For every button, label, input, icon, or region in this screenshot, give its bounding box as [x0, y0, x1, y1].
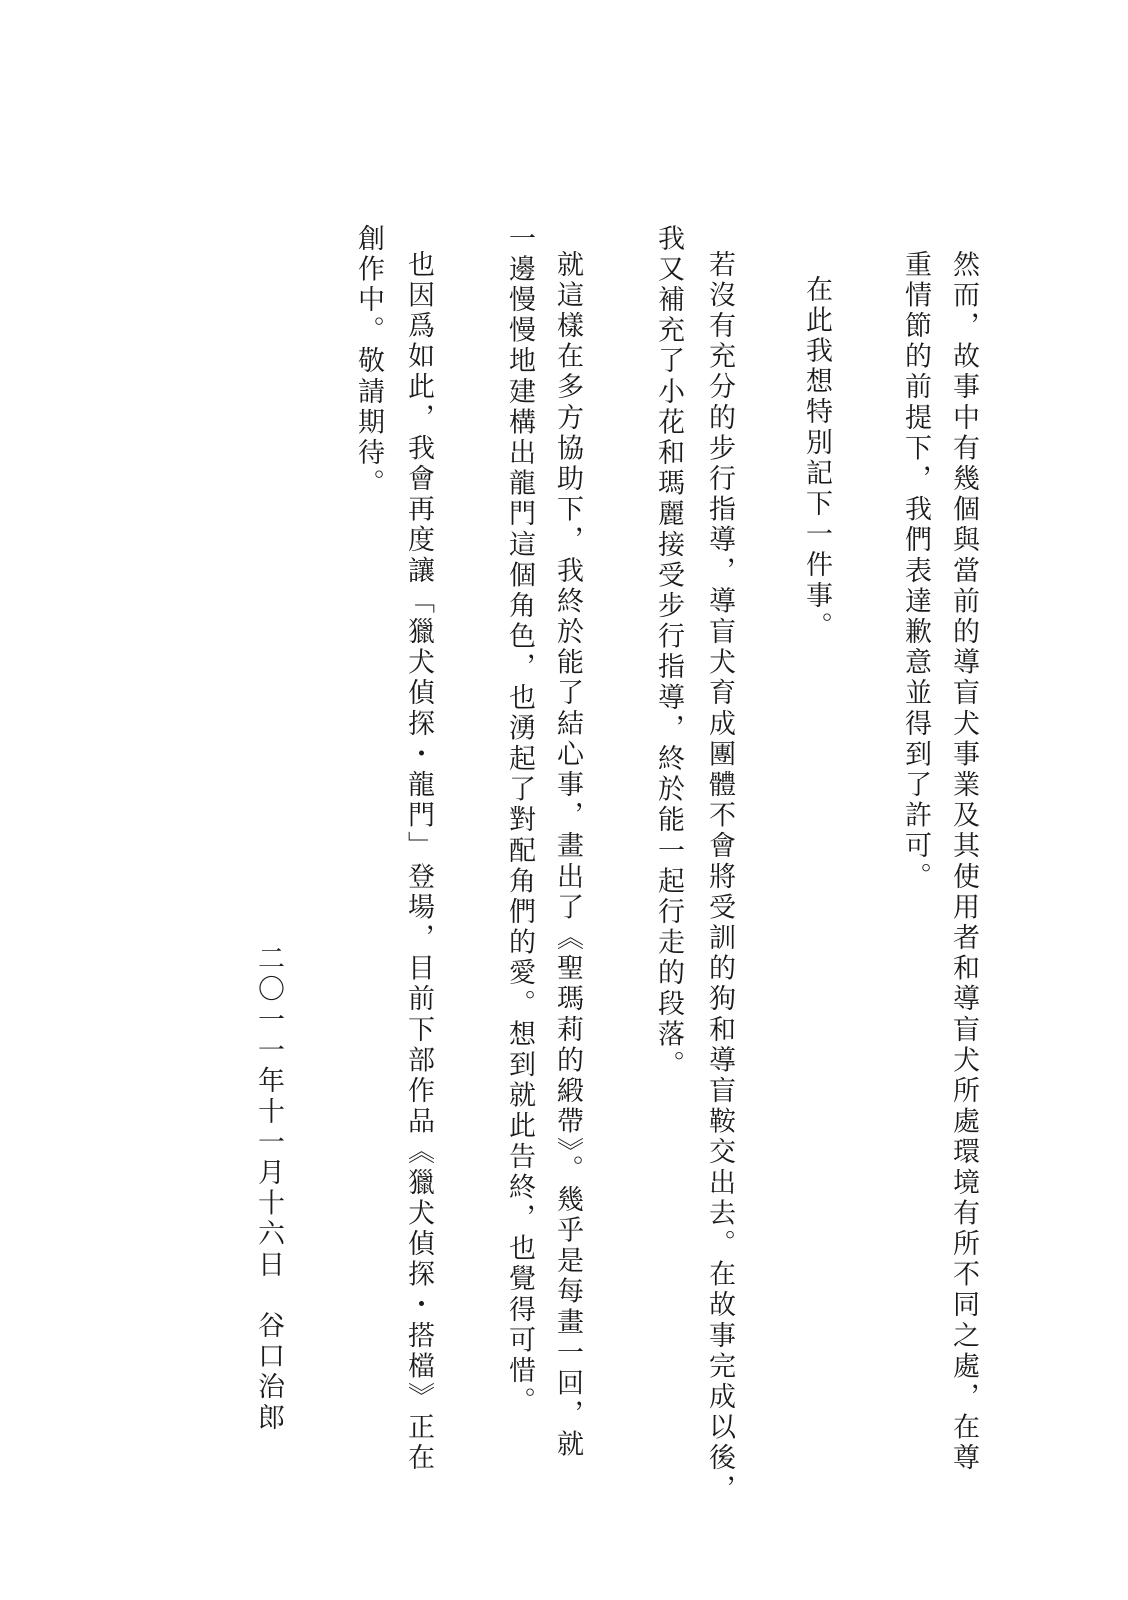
text-column: 然而，故事中有幾個與當前的導盲犬事業及其使用者和導盲犬所處環境有所不同之處，在尊 — [948, 250, 979, 1474]
text-column: 我又補充了小花和瑪麗接受步行指導，終於能一起行走的段落。 — [653, 224, 684, 1081]
text-column: 重情節的前提下，我們表達歉意並得到了許可。 — [900, 250, 931, 893]
text-column: 創作中。敬請期待。 — [353, 224, 384, 500]
signature-date-author: 二〇一一年十一月十六日 谷口治郎 — [253, 944, 284, 1434]
text-column: 也因爲如此，我會再度讓「獵犬偵探・龍門」登場，目前下部作品《獵犬偵探・搭檔》正在 — [403, 250, 434, 1474]
text-column: 在此我想特別記下一件事。 — [801, 275, 832, 643]
text-column: 一邊慢慢地建構出龍門這個角色，也湧起了對配角們的愛。想到就此告終，也覺得可惜。 — [504, 224, 535, 1418]
text-column: 若沒有充分的步行指導，導盲犬育成團體不會將受訓的狗和導盲鞍交出去。在故事完成以後， — [704, 250, 735, 1505]
text-column: 就這樣在多方協助下，我終於能了結心事，畫出了《聖瑪莉的緞帶》。幾乎是每畫一回，就 — [552, 250, 583, 1461]
